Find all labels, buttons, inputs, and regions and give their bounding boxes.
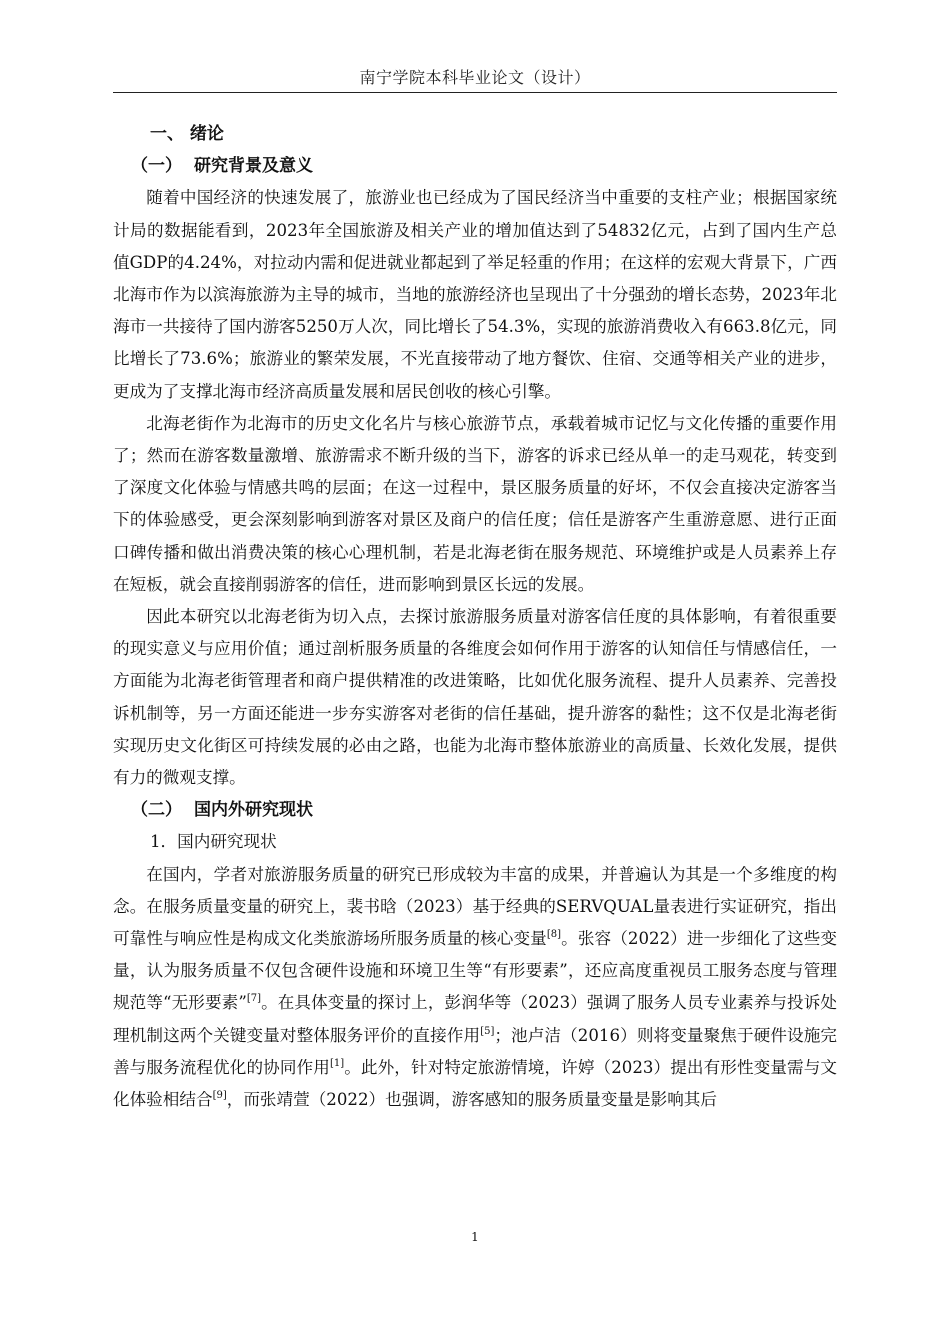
page-number: 1 bbox=[471, 1230, 479, 1244]
section-number: （二） bbox=[131, 800, 182, 821]
header-rule bbox=[113, 92, 837, 93]
chapter-heading: 一、 绪论 bbox=[150, 124, 224, 144]
subsection-heading: 1．国内研究现状 bbox=[150, 832, 277, 852]
section-number: （一） bbox=[131, 156, 182, 177]
citation-ref: [5] bbox=[480, 1025, 495, 1037]
paragraph: 随着中国经济的快速发展了，旅游业也已经成为了国民经济当中重要的支柱产业；根据国家统计局的数据能看到，2023年全国旅游及相关产业的增加值达到了54832亿元，占到了国内生产总值GDP的4.24%，对拉动内需和促进就业都起到了举足轻重的作用；在这样的宏观大背景下，广西北海市作为以滨海旅游为主导的城市，当地的旅游经济也呈现出了十分强劲的增长态势，2023年北海市一共接待了国内游客5250万人次，同比增长了54.3%，实现的旅游消费收入有663.8亿元，同比增长了73.6%；旅游业的繁荣发展，不光直接带动了地方餐饮、住宿、交通等相关产业的进步，更成为了支撑北海市经济高质量发展和居民创收的核心引擎。 bbox=[113, 188, 837, 401]
paragraph-text: ，而张靖萱（2022）也强调，游客感知的服务质量变量是影响其后 bbox=[226, 1090, 717, 1110]
section-heading-background bbox=[113, 150, 837, 182]
paragraph bbox=[113, 859, 837, 1117]
paragraph-text: ；池卢洁（2016）则将变量聚焦于硬件设施完善与服务流程优化的协同作用 bbox=[113, 1025, 838, 1077]
citation-ref: [7] bbox=[246, 993, 261, 1005]
body-text bbox=[113, 118, 837, 1116]
citation-ref: [1] bbox=[329, 1057, 345, 1069]
paragraph: 因此本研究以北海老街为切入点，去探讨旅游服务质量对游客信任度的具体影响，有着很重要的现实意义与应用价值；通过剖析服务质量的各维度会如何作用于游客的认知信任与情感信任，一方面能为北海老街管理者和商户提供精准的改进策略，比如优化服务流程、提升人员素养、完善投诉机制等，另一方面还能进一步夯实游客对老街的信任基础，提升游客的黏性；这不仅是北海老街实现历史文化街区可持续发展的必由之路，也能为北海市整体旅游业的高质量、长效化发展，提供有力的微观支撑。 bbox=[113, 607, 837, 788]
section-heading-literature bbox=[113, 794, 837, 826]
section-title: 研究背景及意义 bbox=[194, 156, 313, 177]
paragraph-text: 。在具体变量的探讨上，彭润华等（2023）强调了服务人员专业素养与投诉处理机制这两个关键变量对整体服务评价的直接作用 bbox=[113, 993, 838, 1045]
running-header: 南宁学院本科毕业论文（设计） bbox=[359, 68, 591, 87]
paragraph-text: 。张容（2022）进一步细化了这些变量，认为服务质量不仅包含硬件设施和环境卫生等“有形要素”，还应高度重视员工服务态度与管理规范等“无形要素” bbox=[113, 929, 837, 1013]
citation-ref: [9] bbox=[212, 1090, 227, 1102]
citation-ref: [8] bbox=[546, 929, 562, 941]
section-title: 国内外研究现状 bbox=[194, 800, 313, 821]
paragraph: 北海老街作为北海市的历史文化名片与核心旅游节点，承载着城市记忆与文化传播的重要作用了；然而在游客数量激增、旅游需求不断升级的当下，游客的诉求已经从单一的走马观花，转变到了深度文化体验与情感共鸣的层面；在这一过程中，景区服务质量的好坏，不仅会直接决定游客当下的体验感受，更会深刻影响到游客对景区及商户的信任度；信任是游客产生重游意愿、进行正面口碑传播和做出消费决策的核心心理机制，若是北海老街在服务规范、环境维护或是人员素养上存在短板，就会直接削弱游客的信任，进而影响到景区长远的发展。 bbox=[113, 413, 837, 594]
paragraph-text: 在国内，学者对旅游服务质量的研究已形成较为丰富的成果，并普遍认为其是一个多维度的构念。在服务质量变量的研究上，裴书晗（2023）基于经典的SERVQUAL量表进行实证研究，指出可靠性与响应性是构成文化类旅游场所服务质量的核心变量 bbox=[113, 864, 837, 949]
paragraph-text: 。此外，针对特定旅游情境，许婷（2023）提出有形性变量需与文化体验相结合 bbox=[113, 1057, 837, 1110]
